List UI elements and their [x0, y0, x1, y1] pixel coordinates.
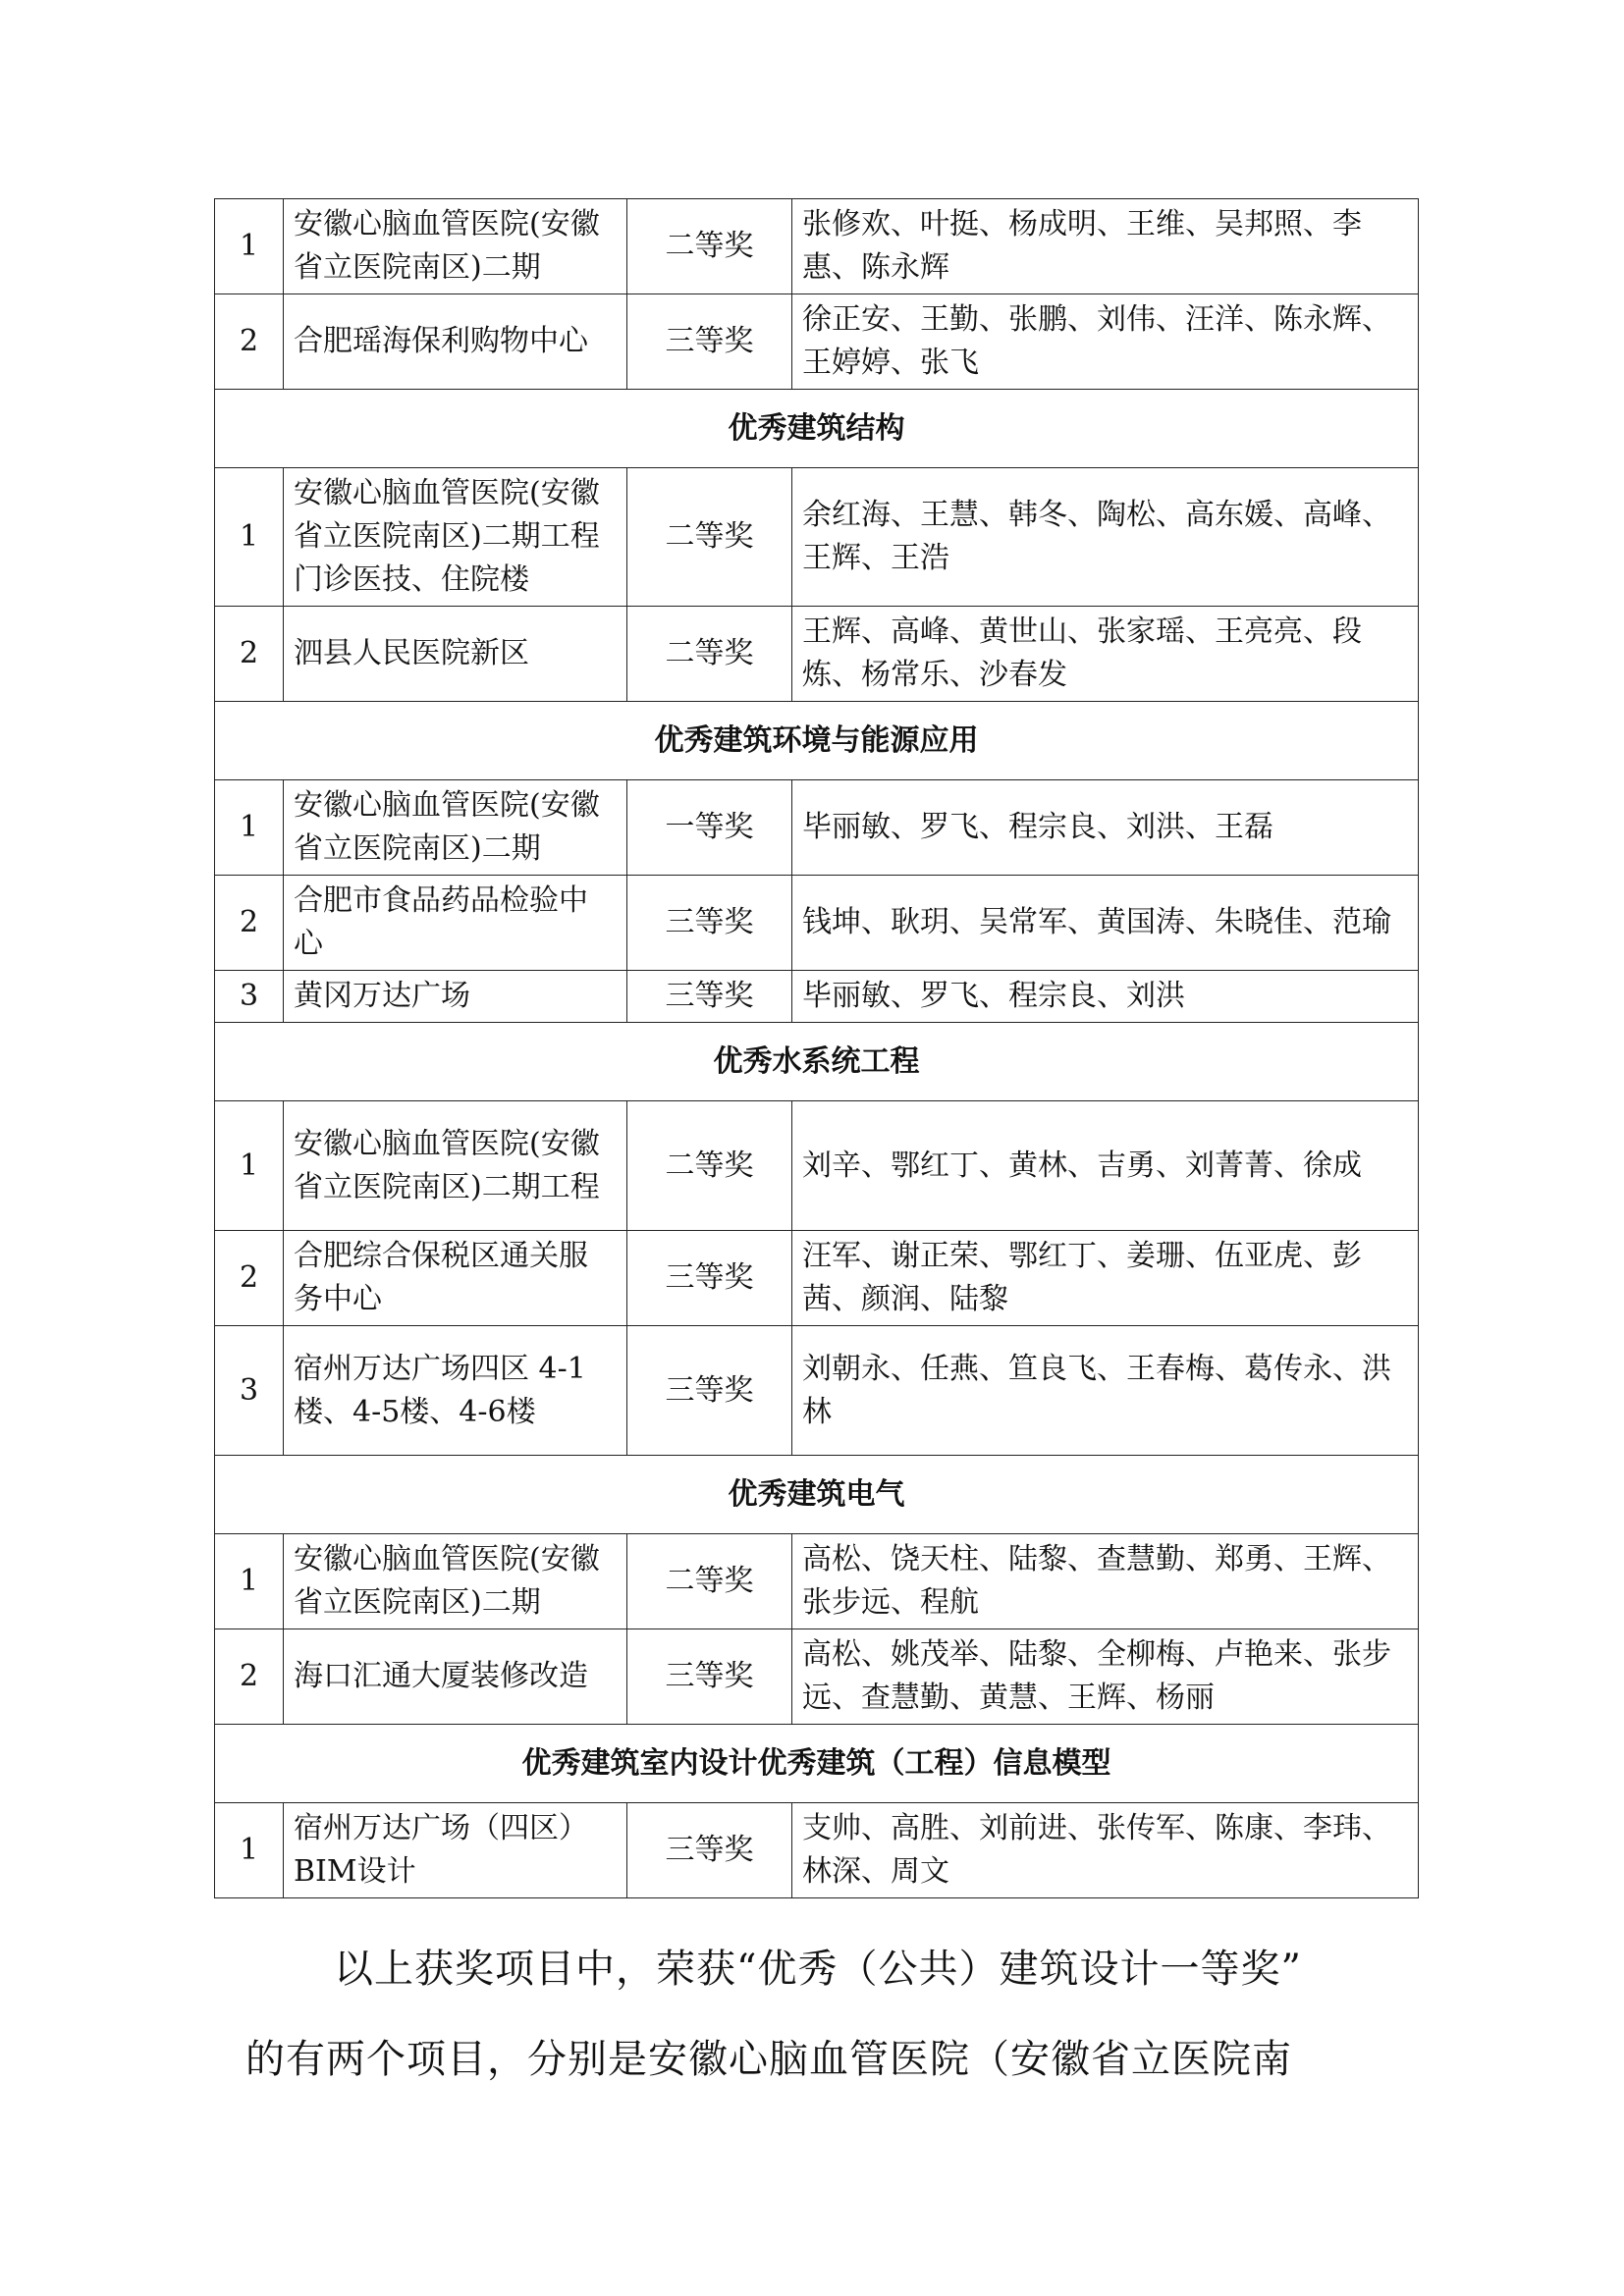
row-number: 3 [215, 1326, 284, 1456]
table-row [215, 1803, 1419, 1898]
award-level: 三等奖 [627, 1326, 792, 1456]
section-header-row [215, 1023, 1419, 1101]
row-number: 2 [215, 294, 284, 390]
project-name: 安徽心脑血管医院(安徽省立医院南区)二期工程门诊医技、住院楼 [284, 468, 627, 607]
row-number: 1 [215, 468, 284, 607]
table-row [215, 294, 1419, 390]
award-level: 二等奖 [627, 1101, 792, 1231]
project-name: 海口汇通大厦装修改造 [284, 1629, 627, 1725]
paragraph-text: 以上获奖项目中，荣获“优秀（公共）建筑设计一等奖” [334, 1947, 1302, 1992]
project-name: 合肥综合保税区通关服务中心 [284, 1231, 627, 1326]
section-header-row [215, 702, 1419, 780]
section-title: 优秀水系统工程 [215, 1023, 1419, 1101]
section-title: 优秀建筑环境与能源应用 [215, 702, 1419, 780]
team-members: 高松、饶天柱、陆黎、查慧勤、郑勇、王辉、张步远、程航 [792, 1534, 1419, 1629]
row-number: 1 [215, 1534, 284, 1629]
award-level: 三等奖 [627, 1803, 792, 1898]
row-number: 2 [215, 1231, 284, 1326]
project-name: 宿州万达广场（四区）BIM设计 [284, 1803, 627, 1898]
table-row [215, 1629, 1419, 1725]
row-number: 1 [215, 199, 284, 294]
award-level: 三等奖 [627, 294, 792, 390]
row-number: 3 [215, 971, 284, 1023]
award-level: 二等奖 [627, 199, 792, 294]
project-name: 安徽心脑血管医院(安徽省立医院南区)二期 [284, 780, 627, 876]
team-members: 汪军、谢正荣、鄂红丁、姜珊、伍亚虎、彭茜、颜润、陆黎 [792, 1231, 1419, 1326]
row-number: 2 [215, 1629, 284, 1725]
team-members: 王辉、高峰、黄世山、张家瑶、王亮亮、段炼、杨常乐、沙春发 [792, 607, 1419, 702]
paragraph-text: 的有两个项目，分别是安徽心脑血管医院（安徽省立医院南 [245, 2037, 1292, 2082]
project-name: 合肥瑶海保利购物中心 [284, 294, 627, 390]
team-members: 毕丽敏、罗飞、程宗良、刘洪、王磊 [792, 780, 1419, 876]
award-level: 二等奖 [627, 468, 792, 607]
award-level: 一等奖 [627, 780, 792, 876]
team-members: 高松、姚茂举、陆黎、全柳梅、卢艳来、张步远、查慧勤、黄慧、王辉、杨丽 [792, 1629, 1419, 1725]
table-row [215, 971, 1419, 1023]
table-row [215, 607, 1419, 702]
table-row [215, 1326, 1419, 1456]
section-title: 优秀建筑电气 [215, 1456, 1419, 1534]
team-members: 张修欢、叶挺、杨成明、王维、吴邦照、李惠、陈永辉 [792, 199, 1419, 294]
project-name: 宿州万达广场四区 4-1楼、4-5楼、4-6楼 [284, 1326, 627, 1456]
row-number: 1 [215, 1803, 284, 1898]
section-header-row [215, 1456, 1419, 1534]
table-row [215, 1534, 1419, 1629]
row-number: 2 [215, 876, 284, 971]
project-name: 泗县人民医院新区 [284, 607, 627, 702]
award-level: 三等奖 [627, 876, 792, 971]
team-members: 钱坤、耿玥、吴常军、黄国涛、朱晓佳、范瑜 [792, 876, 1419, 971]
table-row [215, 199, 1419, 294]
row-number: 1 [215, 1101, 284, 1231]
table-row [215, 1101, 1419, 1231]
award-level: 三等奖 [627, 1629, 792, 1725]
project-name: 安徽心脑血管医院(安徽省立医院南区)二期工程 [284, 1101, 627, 1231]
project-name: 合肥市食品药品检验中心 [284, 876, 627, 971]
paragraph-line [245, 1924, 1394, 2014]
project-name: 安徽心脑血管医院(安徽省立医院南区)二期 [284, 1534, 627, 1629]
row-number: 2 [215, 607, 284, 702]
project-name: 黄冈万达广场 [284, 971, 627, 1023]
awards-table [214, 198, 1419, 1898]
team-members: 刘朝永、任燕、笪良飞、王春梅、葛传永、洪林 [792, 1326, 1419, 1456]
team-members: 刘辛、鄂红丁、黄林、吉勇、刘菁菁、徐成 [792, 1101, 1419, 1231]
section-title: 优秀建筑室内设计优秀建筑（工程）信息模型 [215, 1725, 1419, 1803]
award-level: 二等奖 [627, 607, 792, 702]
team-members: 徐正安、王勤、张鹏、刘伟、汪洋、陈永辉、王婷婷、张飞 [792, 294, 1419, 390]
award-level: 二等奖 [627, 1534, 792, 1629]
project-name: 安徽心脑血管医院(安徽省立医院南区)二期 [284, 199, 627, 294]
award-level: 三等奖 [627, 971, 792, 1023]
team-members: 支帅、高胜、刘前进、张传军、陈康、李玮、林深、周文 [792, 1803, 1419, 1898]
team-members: 余红海、王慧、韩冬、陶松、高东媛、高峰、王辉、王浩 [792, 468, 1419, 607]
table-row [215, 876, 1419, 971]
section-title: 优秀建筑结构 [215, 390, 1419, 468]
team-members: 毕丽敏、罗飞、程宗良、刘洪 [792, 971, 1419, 1023]
table-row [215, 780, 1419, 876]
section-header-row [215, 390, 1419, 468]
summary-paragraph [245, 1924, 1394, 2105]
table-row [215, 1231, 1419, 1326]
row-number: 1 [215, 780, 284, 876]
award-level: 三等奖 [627, 1231, 792, 1326]
table-row [215, 468, 1419, 607]
section-header-row [215, 1725, 1419, 1803]
paragraph-line [245, 2014, 1394, 2105]
